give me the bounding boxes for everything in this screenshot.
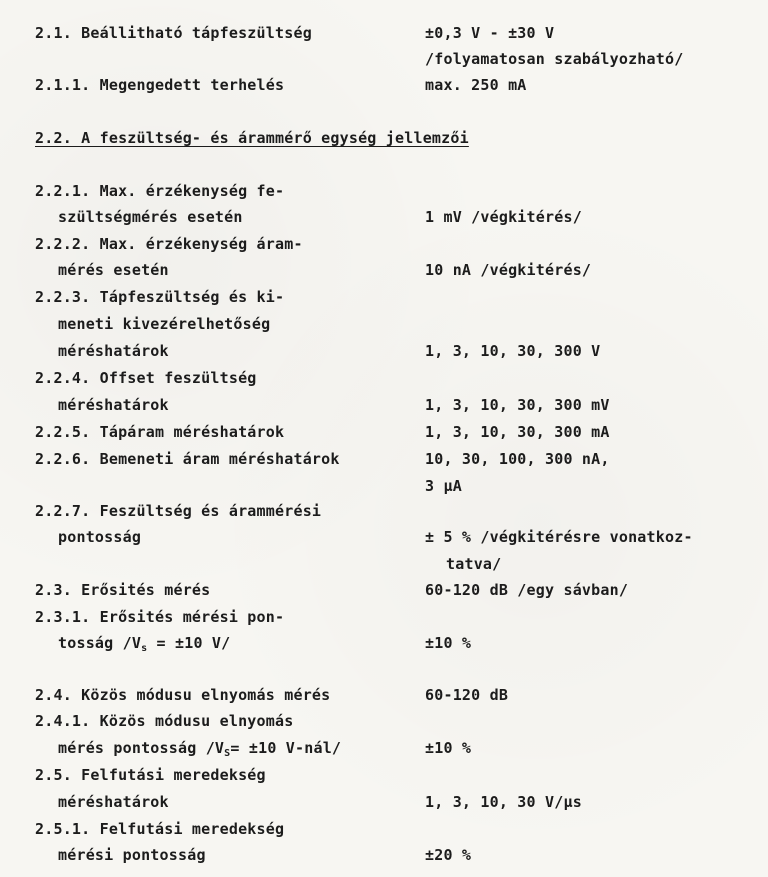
spec-row-2-2-6-cont (0, 473, 768, 499)
spec-row-2-2-2-cont (0, 257, 768, 283)
spec-row-2-2-3 (0, 284, 768, 310)
spec-label: 2.5. Felfutási meredekség (35, 766, 266, 784)
spec-value: 1 mV /végkitérés/ (425, 208, 582, 226)
spec-label: 2.2.1. Max. érzékenység fe- (35, 182, 285, 200)
subscript: s (141, 643, 148, 654)
spec-label: 2.2.5. Tápáram méréshatárok (35, 423, 285, 441)
spec-value: ±10 % (425, 634, 472, 652)
spec-row-2-2-5 (0, 419, 768, 445)
spec-value: 60-120 dB (425, 686, 509, 704)
spec-label: 2.2.7. Feszültség és árammérési (35, 502, 322, 520)
spec-label: méréshatárok (58, 793, 169, 811)
spec-row-2-2-3-cont2 (0, 338, 768, 364)
spec-label: szültségmérés esetén (58, 208, 243, 226)
spec-row-2-2-7-cont (0, 524, 768, 550)
spec-value: tatva/ (446, 555, 502, 573)
spec-value: ±0,3 V - ±30 V (425, 24, 555, 42)
spec-value: 1, 3, 10, 30 V/µs (425, 793, 582, 811)
spec-row-2-2-7 (0, 498, 768, 524)
spec-label (58, 735, 341, 761)
spec-value: max. 250 mA (425, 76, 527, 94)
spec-value: ±20 % (425, 846, 472, 864)
spec-row-2-2-2 (0, 231, 768, 257)
spec-row-2-5-cont (0, 789, 768, 815)
spec-row-2-5-1 (0, 816, 768, 842)
spec-row-2-4-1 (0, 708, 768, 734)
spec-row-2-2-3-cont1 (0, 311, 768, 337)
spec-label: 2.2.4. Offset feszültség (35, 369, 257, 387)
spec-label-part: = ±10 V-nál/ (230, 739, 342, 757)
section-heading-2-2 (0, 125, 768, 151)
spec-label-part: = ±10 V/ (147, 634, 231, 652)
spec-row-2-1 (0, 20, 768, 46)
spec-label: 2.3. Erősités mérés (35, 581, 211, 599)
spec-label: 2.2.2. Max. érzékenység áram- (35, 235, 303, 253)
spec-label (58, 630, 230, 656)
spec-label: 2.4.1. Közös módusu elnyomás (35, 712, 294, 730)
spec-label: pontosság (58, 528, 142, 546)
spec-label-part: mérés pontosság /V (58, 739, 225, 757)
spec-label: mérés esetén (58, 261, 169, 279)
spec-label: 2.5.1. Felfutási meredekség (35, 820, 285, 838)
spec-label: méréshatárok (58, 342, 169, 360)
spec-row-2-2-7-cont2 (0, 551, 768, 577)
spec-value: 10, 30, 100, 300 nA, (425, 450, 610, 468)
spec-label: méréshatárok (58, 396, 169, 414)
subscript: S (224, 748, 231, 759)
spec-row-2-2-4 (0, 365, 768, 391)
spec-row-2-3 (0, 577, 768, 603)
spec-row-2-3-1-cont (0, 630, 768, 656)
spec-value: ± 5 % /végkitérésre vonatkoz- (425, 528, 693, 546)
spec-value: 10 nA /végkitérés/ (425, 261, 592, 279)
spec-label: mérési pontosság (58, 846, 206, 864)
spec-label: 2.1. Beállitható tápfeszültség (35, 24, 312, 42)
spec-row-2-5 (0, 762, 768, 788)
spec-row-2-3-1 (0, 604, 768, 630)
spec-row-2-4-1-cont (0, 735, 768, 761)
spec-row-2-2-1-cont (0, 204, 768, 230)
section-title: 2.2. A feszültség- és árammérő egység jellemzői (35, 129, 469, 147)
spec-value: ±10 % (425, 739, 472, 757)
spec-label: 2.3.1. Erősités mérési pon- (35, 608, 285, 626)
spec-row-2-2-1 (0, 178, 768, 204)
spec-row-2-1-1 (0, 72, 768, 98)
spec-label: meneti kivezérelhetőség (58, 315, 271, 333)
spec-value: 1, 3, 10, 30, 300 V (425, 342, 601, 360)
spec-row-2-2-4-cont (0, 392, 768, 418)
spec-label: 2.1.1. Megengedett terhelés (35, 76, 285, 94)
spec-value: 1, 3, 10, 30, 300 mV (425, 396, 610, 414)
spec-row-2-5-1-cont (0, 842, 768, 868)
spec-label: 2.2.6. Bemeneti áram méréshatárok (35, 450, 340, 468)
spec-label: 2.4. Közös módusu elnyomás mérés (35, 686, 331, 704)
spec-row-2-4 (0, 682, 768, 708)
spec-value: 3 µA (425, 477, 462, 495)
spec-value: /folyamatosan szabályozható/ (425, 50, 684, 68)
spec-row-2-1-cont (0, 46, 768, 72)
spec-label: 2.2.3. Tápfeszültség és ki- (35, 288, 285, 306)
spec-value: 1, 3, 10, 30, 300 mA (425, 423, 610, 441)
spec-label-part: tosság /V (58, 634, 142, 652)
spec-row-2-2-6 (0, 446, 768, 472)
spec-value: 60-120 dB /egy sávban/ (425, 581, 629, 599)
